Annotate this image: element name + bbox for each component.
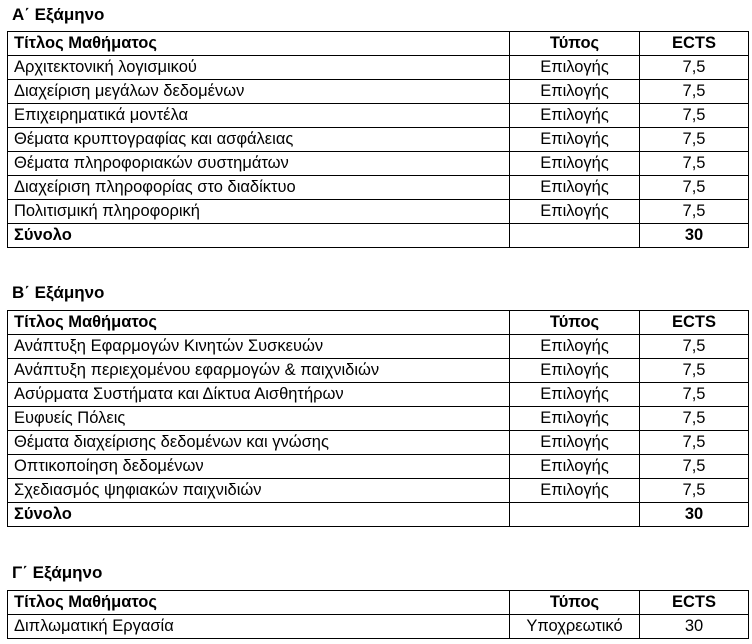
course-type: Επιλογής — [510, 128, 640, 152]
table-row — [8, 383, 749, 407]
course-type: Επιλογής — [510, 383, 640, 407]
total-ects: 30 — [640, 503, 749, 527]
course-ects: 7,5 — [640, 359, 749, 383]
course-ects: 7,5 — [640, 407, 749, 431]
table-row — [8, 615, 749, 639]
table-row — [8, 200, 749, 224]
table-row — [8, 479, 749, 503]
semester-c-table — [7, 590, 749, 639]
table-row — [8, 335, 749, 359]
course-type: Επιλογής — [510, 407, 640, 431]
course-ects: 7,5 — [640, 431, 749, 455]
table-header-row — [8, 591, 749, 615]
table-row — [8, 152, 749, 176]
table-row — [8, 56, 749, 80]
course-ects: 7,5 — [640, 128, 749, 152]
table-row — [8, 104, 749, 128]
semester-a-table — [7, 31, 749, 248]
course-ects: 7,5 — [640, 152, 749, 176]
course-ects: 7,5 — [640, 176, 749, 200]
header-type: Τύπος — [510, 311, 640, 335]
semester-c-title: Γ΄ Εξάμηνο — [12, 563, 103, 582]
course-type: Επιλογής — [510, 152, 640, 176]
table-row — [8, 80, 749, 104]
table-row — [8, 176, 749, 200]
course-type: Επιλογής — [510, 335, 640, 359]
table-header-row — [8, 311, 749, 335]
header-ects: ECTS — [640, 591, 749, 615]
table-row — [8, 128, 749, 152]
course-ects: 7,5 — [640, 479, 749, 503]
header-title: Τίτλος Μαθήματος — [8, 591, 510, 615]
course-type: Επιλογής — [510, 455, 640, 479]
total-type-empty — [510, 503, 640, 527]
course-ects: 7,5 — [640, 80, 749, 104]
course-name: Πολιτισμική πληροφορική — [8, 200, 510, 224]
course-name: Θέματα πληροφοριακών συστημάτων — [8, 152, 510, 176]
course-type: Επιλογής — [510, 479, 640, 503]
course-name: Σχεδιασμός ψηφιακών παιχνιδιών — [8, 479, 510, 503]
course-name: Ανάπτυξη Εφαρμογών Κινητών Συσκευών — [8, 335, 510, 359]
semester-b-title: Β΄ Εξάμηνο — [12, 283, 105, 302]
course-name: Αρχιτεκτονική λογισμικού — [8, 56, 510, 80]
course-ects: 7,5 — [640, 383, 749, 407]
course-name: Διπλωματική Εργασία — [8, 615, 510, 639]
course-type: Επιλογής — [510, 104, 640, 128]
header-ects: ECTS — [640, 32, 749, 56]
course-type: Επιλογής — [510, 176, 640, 200]
table-row — [8, 359, 749, 383]
course-name: Θέματα κρυπτογραφίας και ασφάλειας — [8, 128, 510, 152]
course-name: Διαχείριση μεγάλων δεδομένων — [8, 80, 510, 104]
course-type: Επιλογής — [510, 80, 640, 104]
header-title: Τίτλος Μαθήματος — [8, 311, 510, 335]
semester-a-title: Α΄ Εξάμηνο — [12, 5, 105, 24]
course-name: Επιχειρηματικά μοντέλα — [8, 104, 510, 128]
table-header-row — [8, 32, 749, 56]
course-type: Επιλογής — [510, 431, 640, 455]
course-type: Επιλογής — [510, 200, 640, 224]
course-name: Διαχείριση πληροφορίας στο διαδίκτυο — [8, 176, 510, 200]
course-type: Επιλογής — [510, 56, 640, 80]
course-name: Ανάπτυξη περιεχομένου εφαρμογών & παιχνιδιών — [8, 359, 510, 383]
header-title: Τίτλος Μαθήματος — [8, 32, 510, 56]
total-ects: 30 — [640, 224, 749, 248]
table-row — [8, 407, 749, 431]
course-ects: 7,5 — [640, 104, 749, 128]
total-row — [8, 503, 749, 527]
table-row — [8, 455, 749, 479]
course-ects: 7,5 — [640, 56, 749, 80]
course-ects: 7,5 — [640, 455, 749, 479]
header-type: Τύπος — [510, 32, 640, 56]
total-type-empty — [510, 224, 640, 248]
table-row — [8, 431, 749, 455]
course-ects: 7,5 — [640, 200, 749, 224]
course-ects: 7,5 — [640, 335, 749, 359]
course-name: Ευφυείς Πόλεις — [8, 407, 510, 431]
header-ects: ECTS — [640, 311, 749, 335]
course-ects: 30 — [640, 615, 749, 639]
course-type: Υποχρεωτικό — [510, 615, 640, 639]
total-label: Σύνολο — [8, 224, 510, 248]
header-type: Τύπος — [510, 591, 640, 615]
semester-b-table — [7, 310, 749, 527]
total-row — [8, 224, 749, 248]
course-name: Θέματα διαχείρισης δεδομένων και γνώσης — [8, 431, 510, 455]
course-type: Επιλογής — [510, 359, 640, 383]
total-label: Σύνολο — [8, 503, 510, 527]
course-name: Οπτικοποίηση δεδομένων — [8, 455, 510, 479]
course-name: Ασύρματα Συστήματα και Δίκτυα Αισθητήρων — [8, 383, 510, 407]
